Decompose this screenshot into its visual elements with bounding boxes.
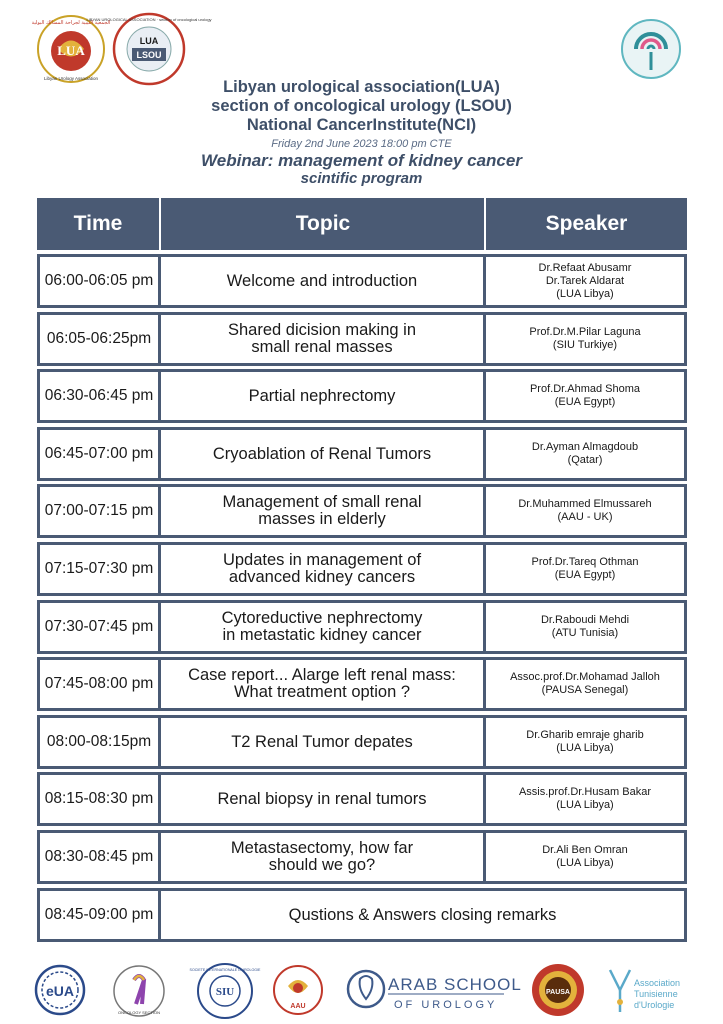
time-cell: 06:45-07:00 pm bbox=[40, 430, 158, 478]
header-time: Time bbox=[73, 212, 123, 235]
table-row bbox=[37, 427, 687, 481]
topic-cell bbox=[161, 257, 483, 305]
speaker-line: (LUA Libya) bbox=[556, 799, 614, 811]
speaker-line: Prof.Dr.M.Pilar Laguna bbox=[529, 326, 641, 338]
siu-text: SIU bbox=[215, 986, 235, 998]
speaker-cell bbox=[486, 430, 684, 478]
table-row bbox=[37, 600, 687, 654]
speaker-lines bbox=[519, 786, 651, 812]
speaker-line: (LUA Libya) bbox=[556, 287, 614, 300]
topic-line: advanced kidney cancers bbox=[228, 568, 416, 586]
lsou-ring-text: LIBYAN UROLOGICAL ASSOCIATION · section of oncological urology bbox=[86, 17, 212, 22]
speaker-line: Dr.Ali Ben Omran bbox=[542, 844, 628, 856]
topic-lines bbox=[222, 610, 423, 644]
topic-line: small renal masses bbox=[251, 338, 393, 356]
speaker-line: (PAUSA Senegal) bbox=[541, 684, 629, 696]
speaker-line: (Qatar) bbox=[567, 454, 603, 466]
speaker-lines bbox=[529, 326, 640, 352]
header-topic: Topic bbox=[295, 212, 351, 235]
speaker-line: (AAU - UK) bbox=[557, 511, 613, 523]
nci-logo bbox=[620, 18, 682, 80]
merged-topic-cell: Qustions & Answers closing remarks bbox=[161, 891, 684, 939]
table-row bbox=[37, 772, 687, 826]
time-cell: 07:30-07:45 pm bbox=[40, 603, 158, 651]
topic-line: Management of small renal bbox=[222, 493, 422, 511]
table-header bbox=[37, 198, 687, 250]
speaker-line: Prof.Dr.Tareq Othman bbox=[531, 556, 639, 568]
speaker-line: (LUA Libya) bbox=[556, 857, 614, 869]
topic-cell bbox=[161, 718, 483, 766]
speaker-line: Assoc.prof.Dr.Mohamad Jalloh bbox=[510, 671, 660, 683]
topic-lines bbox=[231, 840, 413, 874]
topic-cell bbox=[161, 430, 483, 478]
topic-line: in metastatic kidney cancer bbox=[222, 626, 422, 644]
table-row bbox=[37, 657, 687, 711]
topic-line: Renal biopsy in renal tumors bbox=[217, 789, 427, 808]
topic-line: should we go? bbox=[268, 856, 376, 874]
speaker-line: Dr.Ayman Almagdoub bbox=[531, 441, 639, 453]
atu-line-1: Association bbox=[634, 978, 681, 988]
atu-logo bbox=[602, 962, 692, 1018]
speaker-line: Dr.Gharib emraje gharib bbox=[526, 729, 644, 741]
time-cell: 06:30-06:45 pm bbox=[40, 372, 158, 420]
speaker-line: (ATU Tunisia) bbox=[551, 627, 619, 639]
atu-line-2: Tunisienne bbox=[634, 989, 678, 999]
lsou-bottom-text: LSOU bbox=[136, 50, 162, 60]
time-cell: 07:45-08:00 pm bbox=[40, 660, 158, 708]
page-header bbox=[0, 78, 723, 188]
table-row bbox=[37, 715, 687, 769]
webinar-title: Webinar: management of kidney cancer bbox=[201, 151, 522, 170]
time-cell: 06:05-06:25pm bbox=[40, 315, 158, 363]
lsou-logo bbox=[86, 12, 212, 86]
table-row bbox=[37, 312, 687, 366]
speaker-lines bbox=[541, 614, 629, 640]
org-line-1: Libyan urological association(LUA) bbox=[223, 78, 500, 96]
topic-cell bbox=[161, 775, 483, 823]
topic-line: Welcome and introduction bbox=[226, 271, 418, 290]
speaker-cell bbox=[486, 315, 684, 363]
speaker-cell bbox=[486, 775, 684, 823]
topic-line: Shared dicision making in bbox=[227, 321, 417, 339]
time-cell: 08:15-08:30 pm bbox=[40, 775, 158, 823]
topic-lines bbox=[217, 791, 426, 808]
aau-logo bbox=[272, 964, 324, 1016]
speaker-line: (EUA Egypt) bbox=[554, 569, 616, 581]
topic-lines bbox=[213, 446, 431, 463]
topic-line: Partial nephrectomy bbox=[248, 386, 396, 405]
speaker-line: Dr.Muhammed Elmussareh bbox=[518, 498, 652, 510]
lua-ring-text: Libyan Urology Association bbox=[43, 76, 99, 81]
topic-cell bbox=[161, 833, 483, 881]
pausa-logo bbox=[530, 962, 586, 1018]
topic-lines bbox=[228, 322, 416, 356]
table-row bbox=[37, 369, 687, 423]
speaker-line: (LUA Libya) bbox=[556, 742, 614, 754]
eua-text: eUA bbox=[45, 983, 75, 999]
event-date: Friday 2nd June 2023 18:00 pm CTE bbox=[271, 138, 452, 150]
topic-cell bbox=[161, 372, 483, 420]
topic-cell bbox=[161, 603, 483, 651]
speaker-lines bbox=[518, 498, 651, 524]
lua-mark-text: LUA bbox=[57, 43, 85, 58]
siu-logo bbox=[189, 962, 261, 1020]
speaker-lines bbox=[526, 729, 643, 755]
topic-line: What treatment option ? bbox=[233, 683, 411, 701]
speaker-cell bbox=[486, 257, 684, 305]
topic-lines bbox=[249, 388, 396, 405]
aau-text: AAU bbox=[290, 1003, 306, 1010]
time-cell: 07:15-07:30 pm bbox=[40, 545, 158, 593]
oncology-section-logo bbox=[112, 964, 166, 1018]
topic-lines bbox=[223, 552, 421, 586]
time-cell: 08:45-09:00 pm bbox=[40, 891, 158, 939]
topic-line: Updates in management of bbox=[222, 551, 422, 569]
topic-lines bbox=[227, 273, 417, 290]
time-cell: 06:00-06:05 pm bbox=[40, 257, 158, 305]
table-row bbox=[37, 830, 687, 884]
arab-school-line-1: ARAB SCHOOL bbox=[388, 975, 522, 994]
speaker-line: Assis.prof.Dr.Husam Bakar bbox=[518, 786, 652, 798]
table-row bbox=[37, 542, 687, 596]
topic-line: T2 Renal Tumor depates bbox=[231, 732, 413, 751]
speaker-line: Dr.Raboudi Mehdi bbox=[540, 614, 630, 626]
arab-school-line-2: OF UROLOGY bbox=[394, 999, 498, 1011]
topic-line: masses in elderly bbox=[258, 510, 386, 528]
speaker-cell bbox=[486, 603, 684, 651]
lsou-top-text: LUA bbox=[139, 36, 159, 46]
topic-cell bbox=[161, 660, 483, 708]
speaker-line: Dr.Refaat Abusamr bbox=[538, 261, 632, 274]
topic-lines bbox=[231, 734, 413, 751]
arab-school-of-urology-logo bbox=[346, 964, 522, 1014]
pausa-text: PAUSA bbox=[546, 989, 570, 996]
speaker-lines bbox=[510, 671, 660, 697]
time-cell: 07:00-07:15 pm bbox=[40, 487, 158, 535]
speaker-cell bbox=[486, 718, 684, 766]
atu-line-3: d'Urologie bbox=[634, 1000, 675, 1010]
topic-cell bbox=[161, 545, 483, 593]
org-line-3: National CancerInstitute(NCI) bbox=[246, 116, 477, 134]
speaker-line: (EUA Egypt) bbox=[554, 396, 616, 408]
header-speaker: Speaker bbox=[545, 212, 628, 235]
speaker-cell bbox=[486, 833, 684, 881]
speaker-cell bbox=[486, 372, 684, 420]
onco-section-text: ONCOLOGY SECTION bbox=[118, 1010, 160, 1015]
topic-line: Case report... Alarge left renal mass: bbox=[188, 666, 456, 684]
program-subtitle: scintific program bbox=[300, 170, 423, 187]
eua-logo bbox=[34, 964, 86, 1016]
siu-ring-text: SOCIETE INTERNATIONALE D'UROLOGIE bbox=[189, 968, 261, 972]
speaker-cell bbox=[486, 660, 684, 708]
speaker-lines bbox=[542, 844, 628, 870]
table-row bbox=[37, 254, 687, 308]
topic-lines bbox=[222, 494, 421, 528]
speaker-line: (SIU Turkiye) bbox=[552, 339, 618, 351]
lua-logo bbox=[31, 14, 111, 84]
speaker-lines bbox=[532, 556, 639, 582]
speaker-cell bbox=[486, 545, 684, 593]
speaker-line: Prof.Dr.Ahmad Shoma bbox=[529, 383, 641, 395]
topic-line: Metastasectomy, how far bbox=[230, 839, 414, 857]
speaker-cell bbox=[486, 487, 684, 535]
speaker-line: Dr.Tarek Aldarat bbox=[545, 274, 625, 287]
lua-arabic-text: الجمعية الليبية لجراحة المسالك البولية bbox=[31, 20, 111, 26]
speaker-lines bbox=[539, 262, 632, 301]
topic-line: Cryoablation of Renal Tumors bbox=[212, 444, 432, 463]
speaker-lines bbox=[530, 383, 640, 409]
topic-cell bbox=[161, 487, 483, 535]
topic-line: Cytoreductive nephrectomy bbox=[221, 609, 423, 627]
table-row-final bbox=[37, 888, 687, 942]
topic-lines bbox=[188, 667, 456, 701]
topic-cell bbox=[161, 315, 483, 363]
time-cell: 08:30-08:45 pm bbox=[40, 833, 158, 881]
speaker-lines bbox=[532, 441, 638, 467]
time-cell: 08:00-08:15pm bbox=[40, 718, 158, 766]
org-line-2: section of oncological urology (LSOU) bbox=[211, 97, 512, 115]
table-row bbox=[37, 484, 687, 538]
